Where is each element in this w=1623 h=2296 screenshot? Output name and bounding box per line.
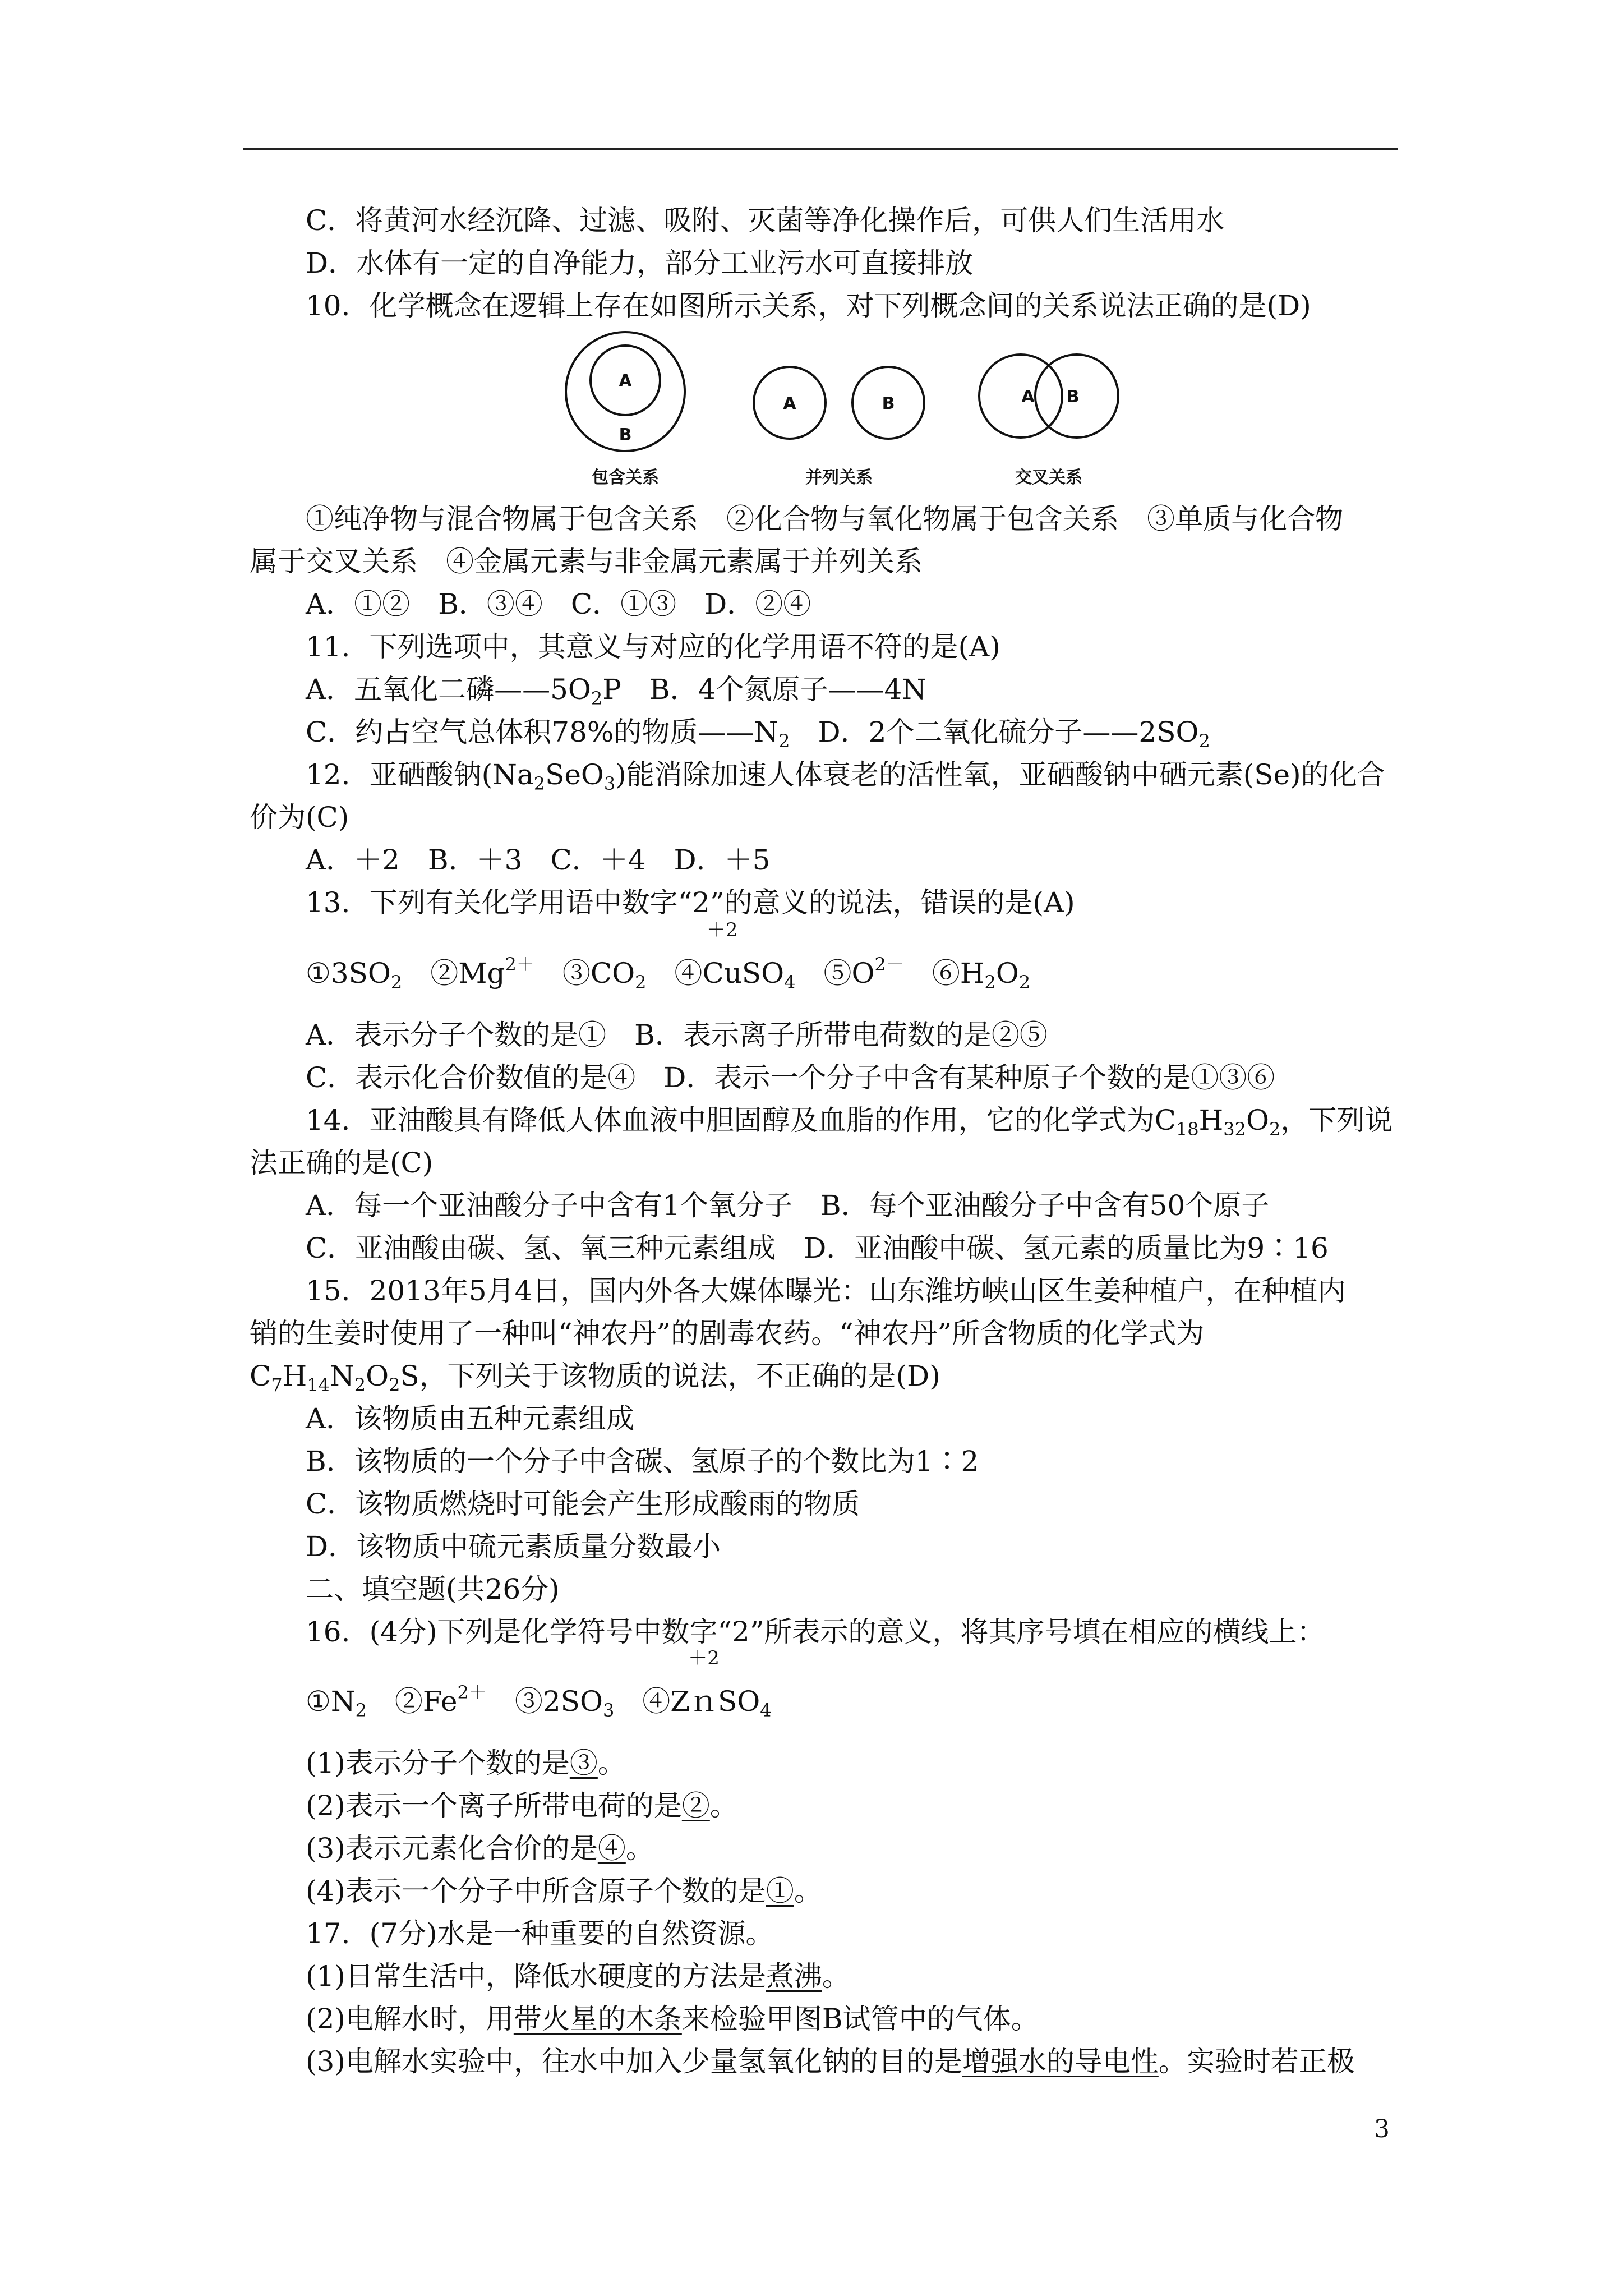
cross-circle-a: [979, 355, 1062, 438]
q17-answer-2: 带火星的木条: [513, 2003, 682, 2035]
parallel-label-a: A: [783, 394, 796, 413]
q13-formulas: $①3SO_2$ $②Mg^{2+}$ $③CO_2$ ④ ＋2 CuSO$_4$ $⑤O^{2-}$ $⑥H_2O_2$: [306, 919, 1031, 993]
contain-label-a: A: [619, 371, 632, 391]
q11-options-cd: C．约占空气总体积78%的物质$——N_2$ D．2个二氧化硫分子$——2SO_2$: [306, 716, 1210, 752]
q10-statements-1: ①纯净物与混合物属于包含关系 ②化合物与氧化物属于包含关系 ③单质与化合物: [306, 503, 1343, 535]
cross-label-b: B: [1066, 387, 1080, 407]
q15-option-c: C．该物质燃烧时可能会产生形成酸雨的物质: [306, 1488, 860, 1520]
q11-options-ab: A．五氧化二磷$——5O_2P$ B．4个氮原子——4N: [306, 673, 927, 709]
q16-answer-1: ③: [569, 1747, 598, 1779]
q13-options-cd: C．表示化合价数值的是④ D．表示一个分子中含有某种原子个数的是①③⑥: [306, 1061, 1275, 1094]
q16-answer-2: ②: [681, 1789, 710, 1822]
q16-formulas: $①N_2$ $②Fe^{2+}$ $③2SO_3$ ④Z ＋2 ｎSO$_4$: [306, 1647, 772, 1721]
q11-stem: 11．下列选项中，其意义与对应的化学用语不符的是(A): [306, 631, 1000, 663]
q16-part-2: (2)表示一个离子所带电荷的是②。: [306, 1789, 738, 1822]
q16-answer-4: ①: [766, 1875, 794, 1907]
q14-stem-1: 14．亚油酸具有降低人体血液中胆固醇及血脂的作用，它的化学式为$C_{18}H_{32}O_2$，下列说: [306, 1104, 1393, 1140]
q13-stem: 13．下列有关化学用语中数字“2”的意义的说法，错误的是(A): [306, 886, 1075, 919]
q14-options-ab: A．每一个亚油酸分子中含有1个氧分子 B．每个亚油酸分子中含有50个原子: [306, 1189, 1270, 1222]
parallel-label-b: B: [882, 394, 895, 413]
page-number: 3: [1374, 2115, 1390, 2143]
q12-options: A．＋2 B．＋3 C．＋4 D．＋5: [306, 844, 771, 876]
concept-relation-diagram: [538, 324, 1155, 498]
q12-stem-1: 12．亚硒酸钠$(Na_2SeO_3)$能消除加速人体衰老的活性氧，亚硒酸钠中硒元素(Se)的化合: [306, 758, 1385, 794]
q16-answer-3: ④: [597, 1832, 626, 1865]
q17-part-3: (3)电解水实验中，往水中加入少量氢氧化钠的目的是增强水的导电性。实验时若正极: [306, 2045, 1355, 2078]
q16-part-4: (4)表示一个分子中所含原子个数的是①。: [306, 1875, 822, 1907]
header-rule: [243, 148, 1398, 150]
q17-answer-3: 增强水的导电性: [962, 2045, 1159, 2078]
caption-contain: 包含关系: [592, 468, 659, 487]
q15-stem-3: $C_7H_{14}N_2O_2S$，下列关于该物质的说法，不正确的是(D): [250, 1360, 940, 1396]
q13-options-ab: A．表示分子个数的是① B．表示离子所带电荷数的是②⑤: [306, 1019, 1048, 1051]
q17-part-2: (2)电解水时，用带火星的木条来检验甲图B试管中的气体。: [306, 2003, 1039, 2035]
q14-stem-2: 法正确的是(C): [250, 1147, 434, 1179]
caption-cross: 交叉关系: [1015, 468, 1082, 487]
q9-option-c: C．将黄河水经沉降、过滤、吸附、灭菌等净化操作后，可供人们生活用水: [306, 204, 1225, 237]
q16-part-3: (3)表示元素化合价的是④。: [306, 1832, 654, 1865]
q17-answer-1: 煮沸: [766, 1960, 822, 1993]
contain-label-b: B: [619, 425, 632, 445]
section-heading: 二、填空题(共26分): [306, 1573, 560, 1605]
q10-options: A．①② B．③④ C．①③ D．②④: [306, 588, 811, 620]
q15-stem-2: 销的生姜时使用了一种叫“神农丹”的剧毒农药。“神农丹”所含物质的化学式为: [250, 1317, 1205, 1350]
q10-statements-2: 属于交叉关系 ④金属元素与非金属元素属于并列关系: [250, 545, 923, 578]
q17-stem: 17．(7分)水是一种重要的自然资源。: [306, 1917, 774, 1950]
q14-options-cd: C．亚油酸由碳、氢、氧三种元素组成 D．亚油酸中碳、氢元素的质量比为9∶16: [306, 1232, 1329, 1264]
q16-stem: 16．(4分)下列是化学符号中数字“2”所表示的意义，将其序号填在相应的横线上：: [306, 1616, 1325, 1648]
q15-stem-1: 15．2013年5月4日，国内外各大媒体曝光：山东潍坊峡山区生姜种植户，在种植内: [306, 1274, 1346, 1307]
caption-parallel: 并列关系: [805, 468, 873, 487]
q15-option-b: B．该物质的一个分子中含碳、氢原子的个数比为1∶2: [306, 1445, 979, 1478]
cross-label-a: A: [1021, 387, 1035, 407]
q10-stem: 10．化学概念在逻辑上存在如图所示关系，对下列概念间的关系说法正确的是(D): [306, 289, 1311, 322]
q16-part-1: (1)表示分子个数的是③。: [306, 1747, 626, 1779]
q15-option-a: A．该物质由五种元素组成: [306, 1402, 635, 1435]
q17-part-1: (1)日常生活中，降低水硬度的方法是煮沸。: [306, 1960, 850, 1993]
q9-option-d: D．水体有一定的自净能力，部分工业污水可直接排放: [306, 247, 974, 279]
q12-stem-2: 价为(C): [250, 801, 349, 834]
q15-option-d: D．该物质中硫元素质量分数最小: [306, 1530, 721, 1563]
